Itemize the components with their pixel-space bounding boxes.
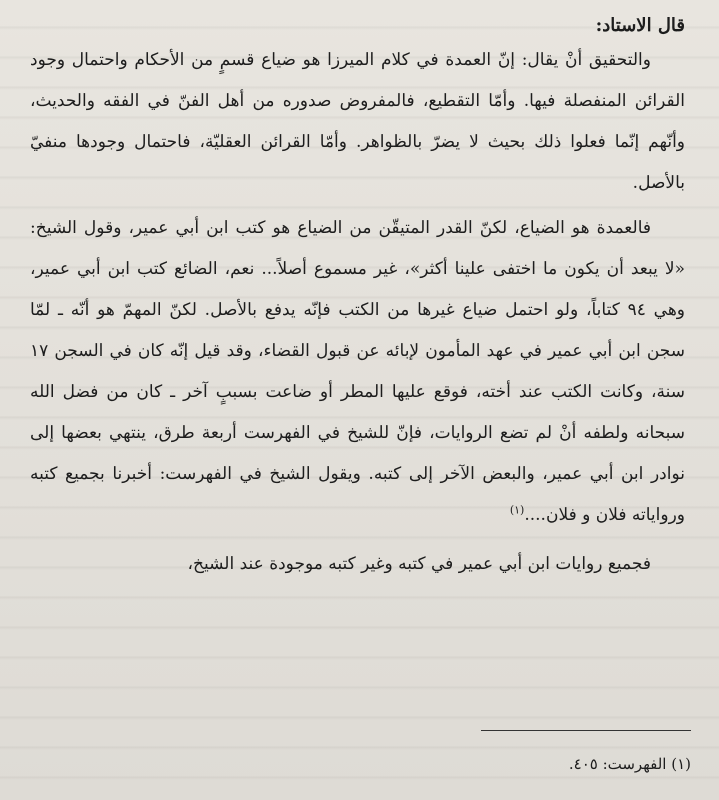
footnote: (١) الفهرست: ٤٠٥. [568,755,691,773]
page-body [30,8,685,585]
paragraph-2 [30,208,685,536]
section-heading: قال الاستاد: [595,15,685,36]
footnote-separator [481,730,691,731]
footnote-reference: (١) [509,503,525,517]
paragraph-1: والتحقيق أنْ يقال: إنّ العمدة في كلام الميرزا هو ضياع قسمٍ من الأحكام واحتمال وجود القرائن المنفصلة فيها. وأمّا التقطيع، فالمفروض صدوره من أهل الفنّ في الفقه والحديث، وأنّهم إنّما فعلوا ذلك بحيث لا يضرّ بالظواهر. وأمّا القرائن العقليّة، فاحتمال وجودها منفيّ بالأصل. [30,50,685,193]
paragraph-2-text: فالعمدة هو الضياع، لكنّ القدر المتيقّن من الضياع هو كتب ابن أبي عمير، وقول الشيخ: «لا يبعد أن يكون ما اختفى علينا أكثر»، غير مسموع أصلاً... نعم، الضائع كتب ابن أبي عمير، وهي ٩٤ كتاباً، ولو احتمل ضياع غيرها من الكتب فإنّه يدفع بالأصل. لكنّ المهمّ هو أنّه ـ لمّا سجن ابن أبي عمير في عهد المأمون لإبائه عن قبول القضاء، وقد قيل إنّه كان في السجن ١٧ سنة، وكانت الكتب عند أخته، فوقع عليها المطر أو ضاعت بسببٍ آخر ـ كان من فضل الله سبحانه ولطفه أنْ لم تضع الروايات، فإنّ للشيخ في الفهرست أربعة طرق، ينتهي بعضها إلى نوادر ابن أبي عمير، والبعض الآخر إلى كتبه. ويقول الشيخ في الفهرست: أخبرنا بجميع كتبه ورواياته فلان و فلان.... [30,218,686,525]
paragraph-3: فجميع روايات ابن أبي عمير في كتبه وغير كتبه موجودة عند الشيخ، [187,554,651,574]
